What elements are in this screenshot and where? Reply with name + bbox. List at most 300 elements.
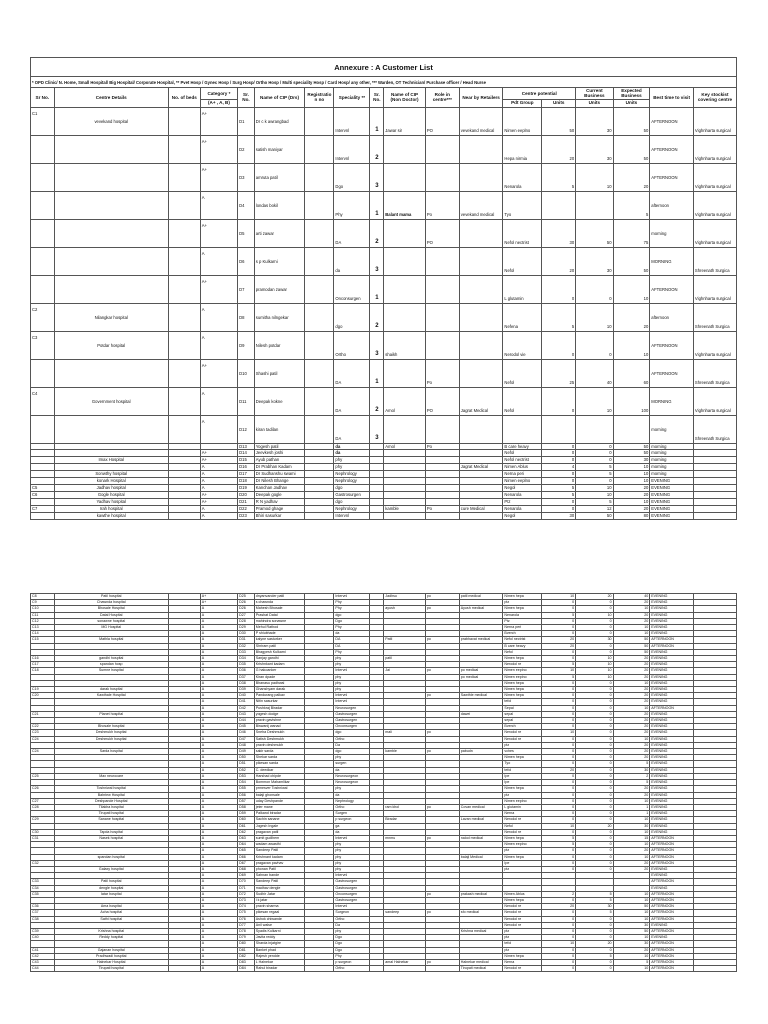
cell-centre: Bhosale Hospital (54, 606, 168, 612)
cell-sr (31, 191, 55, 219)
cell-expected-units: 50 (613, 135, 650, 163)
cell-current-units (576, 415, 613, 443)
cell-best-time: EVENING (650, 798, 694, 804)
cell-registration (305, 966, 334, 972)
cell-stockist (693, 443, 736, 450)
cell-sr (31, 450, 55, 457)
cell-expected-units: 30 (613, 767, 650, 773)
cell-product-group: Nenarola (503, 612, 542, 618)
cell-stockist: Vighnharta surgical (693, 331, 736, 359)
cell-doctor-no: D11 (238, 387, 255, 415)
cell-sr: C40 (31, 935, 55, 941)
cell-stockist (693, 464, 736, 471)
cell-units (542, 415, 576, 443)
table-row (31, 107, 737, 135)
cell-doctor-no: D64 (238, 842, 255, 848)
cell-non-doctor-no (370, 498, 384, 505)
cell-units: 5 (542, 485, 576, 492)
cell-role: Po (425, 359, 459, 387)
cell-best-time: EVENING (650, 780, 694, 786)
cell-best-time: AFTERNOON (650, 879, 694, 885)
cell-sr: C27 (31, 798, 55, 804)
cell-centre: darak hospital (54, 687, 168, 693)
cell-speciality: Dgo (334, 618, 370, 624)
cell-current-units: 0 (576, 730, 613, 736)
cell-best-time: AFTERNOON (650, 910, 694, 916)
cell-retailer: pabudn (459, 749, 503, 755)
cell-best-time: morning (650, 415, 694, 443)
cell-non-doctor-no (370, 471, 384, 478)
header-units: Units (542, 99, 576, 107)
cell-doctor-no: D7 (238, 275, 255, 303)
cell-role: PO (425, 107, 459, 135)
cell-centre: Bahriew Hospital (54, 792, 168, 798)
cell-expected-units: 10 (613, 275, 650, 303)
cell-speciality: Nephrology (334, 471, 370, 478)
cell-category: A+ (200, 163, 237, 191)
cell-beds (168, 491, 200, 498)
cell-category: A (200, 674, 237, 680)
cell-product-group: vches (503, 749, 542, 755)
cell-product-group: Nimen eeplno (503, 842, 542, 848)
cell-units: 0 (542, 922, 576, 928)
cell-centre: Irah hospital (54, 505, 168, 512)
cell-non-doctor-name: Amol (384, 443, 426, 450)
cell-non-doctor-no: 1 (370, 359, 384, 387)
cell-retailer (459, 163, 503, 191)
cell-centre: dengle hospital (54, 885, 168, 891)
cell-units: 0 (542, 966, 576, 972)
cell-doctor-name: Jogesh Ingale (254, 823, 305, 829)
cell-doctor-name: phonan Patil (254, 866, 305, 872)
cell-current-units: 0 (576, 693, 613, 699)
cell-doctor-no: D83 (238, 959, 255, 965)
cell-centre (54, 247, 168, 275)
cell-current-units: 0 (576, 935, 613, 941)
cell-doctor-no: D27 (238, 612, 255, 618)
cell-current-units: 40 (576, 359, 613, 387)
cell-doctor-name: balaji ghonsale (254, 792, 305, 798)
cell-non-doctor-name (384, 359, 426, 387)
cell-non-doctor-no (370, 512, 384, 519)
cell-doctor-name: Javita reddy (254, 935, 305, 941)
cell-doctor-name: kiran tadilan (254, 415, 305, 443)
cell-current-units: 50 (576, 512, 613, 519)
cell-doctor-no: D62 (238, 829, 255, 835)
cell-doctor-no: D14 (238, 450, 255, 457)
cell-product-group: Negol (503, 485, 542, 492)
cell-centre: kawthe hospital (54, 512, 168, 519)
cell-best-time: EVENING (650, 687, 694, 693)
cell-doctor-no: D61 (238, 823, 255, 829)
cell-sr: C16 (31, 656, 55, 662)
cell-centre: Sanane hospital (54, 817, 168, 823)
cell-centre: Galaxy hospital (54, 866, 168, 872)
cell-stockist: Shreenath Surgica (693, 303, 736, 331)
cell-retailer: vevekand medical (459, 191, 503, 219)
cell-best-time: EVENING (650, 817, 694, 823)
cell-doctor-name: pravin deshmukh (254, 742, 305, 748)
cell-centre: Gogle hospital (54, 491, 168, 498)
cell-category: A (200, 879, 237, 885)
cell-expected-units: 50 (613, 904, 650, 910)
cell-centre (54, 443, 168, 450)
cell-stockist (693, 505, 736, 512)
cell-expected-units: 20 (613, 749, 650, 755)
cell-registration (305, 457, 334, 464)
cell-current-units: 0 (576, 736, 613, 742)
cell-units: 20 (542, 135, 576, 163)
cell-units: 5 (542, 303, 576, 331)
cell-sr: C42 (31, 953, 55, 959)
cell-role: po (425, 693, 459, 699)
cell-doctor-no: D60 (238, 817, 255, 823)
cell-product-group: ptz (503, 742, 542, 748)
cell-doctor-no: D81 (238, 947, 255, 953)
cell-speciality: Dgo (334, 935, 370, 941)
cell-role (425, 478, 459, 485)
cell-current-units: 10 (576, 668, 613, 674)
cell-sr: C31 (31, 835, 55, 841)
cell-retailer: prabhavat medical (459, 637, 503, 643)
cell-non-doctor-name: kamble (384, 505, 426, 512)
cell-centre: gandhi hospital (54, 656, 168, 662)
cell-non-doctor-no: 1 (370, 107, 384, 135)
cell-category: A (200, 505, 237, 512)
cell-doctor-name: Bhagyesh Kulkarni (254, 649, 305, 655)
cell-beds (168, 485, 200, 492)
cell-speciality: Intervnl (334, 835, 370, 841)
cell-product-group: Nimen hepa (503, 680, 542, 686)
cell-non-doctor-no: 3 (370, 331, 384, 359)
cell-registration (305, 478, 334, 485)
cell-expected-units: 10 (613, 478, 650, 485)
cell-expected-units: 20 (613, 860, 650, 866)
cell-doctor-name: Sandeep Patil (254, 848, 305, 854)
cell-registration (305, 331, 334, 359)
cell-doctor-no: D30 (238, 631, 255, 637)
cell-product-group: L glutamin (503, 275, 542, 303)
cell-doctor-name: pravin gavtshne (254, 718, 305, 724)
cell-doctor-no: D52 (238, 767, 255, 773)
cell-non-doctor-name (384, 450, 426, 457)
cell-doctor-no: D10 (238, 359, 255, 387)
cell-role: po (425, 730, 459, 736)
cell-category: A (200, 773, 237, 779)
cell-non-doctor-name: Balant mama (384, 191, 426, 219)
cell-non-doctor-name: shaikh (384, 331, 426, 359)
cell-expected-units: 10 (613, 854, 650, 860)
cell-beds (168, 219, 200, 247)
cell-non-doctor-name: Biradar (384, 817, 426, 823)
cell-doctor-name: Shashi patil (254, 359, 305, 387)
cell-units: 0 (542, 928, 576, 934)
cell-doctor-no: D35 (238, 662, 255, 668)
cell-category: A (200, 966, 237, 972)
table-row (31, 471, 737, 478)
cell-best-time: EVENING (650, 724, 694, 730)
cell-product-group: B care heavy (503, 443, 542, 450)
cell-category: A (200, 860, 237, 866)
cell-role (425, 464, 459, 471)
cell-doctor-name: Palkand biradar (254, 811, 305, 817)
cell-best-time: EVENING (650, 749, 694, 755)
cell-sr: C3 (31, 331, 55, 359)
cell-category: A (200, 780, 237, 786)
cell-sr: C8 (31, 594, 55, 600)
cell-centre: Iatar hospital (54, 891, 168, 897)
cell-product-group: Negol (503, 512, 542, 519)
cell-doctor-no: D2 (238, 135, 255, 163)
cell-speciality: Intervnl (334, 107, 370, 135)
cell-sr: C22 (31, 724, 55, 730)
cell-non-doctor-name (384, 512, 426, 519)
cell-category: A (200, 387, 237, 415)
customer-table-page-2 (30, 593, 737, 972)
cell-product-group: Nimen eeplno (503, 798, 542, 804)
cell-speciality: dgo (334, 749, 370, 755)
table-row (31, 191, 737, 219)
cell-doctor-name: Bhiri sasurkar (254, 512, 305, 519)
table-row (31, 303, 737, 331)
cell-current-units: 0 (576, 275, 613, 303)
cell-beds (168, 415, 200, 443)
cell-role: Po (425, 191, 459, 219)
cell-centre: Chawnda hospital (54, 600, 168, 606)
cell-units: 2 (542, 891, 576, 897)
cell-non-doctor-name: patil (384, 656, 426, 662)
cell-current-units: 30 (576, 637, 613, 643)
cell-beds (168, 331, 200, 359)
cell-expected-units: 5 (613, 959, 650, 965)
cell-speciality: Da (334, 922, 370, 928)
cell-category: A+ (200, 107, 237, 135)
cell-doctor-no: D21 (238, 498, 255, 505)
cell-expected-units: 50 (613, 649, 650, 655)
cell-best-time: AFTERNOON (650, 854, 694, 860)
cell-non-doctor-name: Jadhsu (384, 594, 426, 600)
cell-best-time: AFTERNOON (650, 705, 694, 711)
cell-non-doctor-no: 2 (370, 219, 384, 247)
cell-units: 5 (542, 835, 576, 841)
cell-product-group: Nerna peri (503, 471, 542, 478)
cell-sr: C15 (31, 637, 55, 643)
cell-centre (54, 163, 168, 191)
cell-speciality: Intervnl (334, 904, 370, 910)
cell-product-group: Nimen hepa (503, 606, 542, 612)
cell-expected-units: 20 (613, 742, 650, 748)
cell-units: 0 (542, 331, 576, 359)
cell-sr (31, 219, 55, 247)
cell-speciality: Dgo (334, 163, 370, 191)
cell-units: 10 (542, 594, 576, 600)
cell-expected-units: 15 (613, 835, 650, 841)
cell-category: A (200, 331, 237, 359)
cell-centre (54, 135, 168, 163)
cell-units: 0 (542, 953, 576, 959)
cell-doctor-no: D70 (238, 879, 255, 885)
cell-product-group: ptz (503, 928, 542, 934)
cell-doctor-name: Krishnant kadam (254, 854, 305, 860)
cell-doctor-name: arti zawar (254, 219, 305, 247)
cell-units: 0 (542, 711, 576, 717)
cell-beds (168, 478, 200, 485)
cell-expected-units: 20 (613, 163, 650, 191)
cell-best-time: EVENING (650, 885, 694, 891)
cell-doctor-no: D36 (238, 668, 255, 674)
cell-doctor-no: D29 (238, 625, 255, 631)
cell-retailer: Covan medical (459, 804, 503, 810)
cell-doctor-name: Sachin sanane (254, 817, 305, 823)
cell-category: A+ (200, 457, 237, 464)
cell-doctor-name: Dr c k awrangbad (254, 107, 305, 135)
cell-product-group: Ptz (503, 618, 542, 624)
cell-expected-units: 20 (613, 505, 650, 512)
cell-centre: Tapda hospital (54, 829, 168, 835)
cell-product-group: Nenarola (503, 491, 542, 498)
cell-sr: C2 (31, 303, 55, 331)
cell-speciality: Nephrology (334, 798, 370, 804)
cell-beds (168, 512, 200, 519)
cell-role (425, 450, 459, 457)
cell-doctor-name: Nilesh potdar (254, 331, 305, 359)
cell-doctor-no: D41 (238, 699, 255, 705)
cell-product-group: Nimen Ablus (503, 891, 542, 897)
table-row (31, 966, 737, 972)
cell-non-doctor-no (370, 491, 384, 498)
cell-doctor-no: D77 (238, 922, 255, 928)
cell-stockist (693, 491, 736, 498)
cell-category: A (200, 668, 237, 674)
cell-doctor-no: D46 (238, 730, 255, 736)
cell-beds (168, 966, 200, 972)
cell-retailer (459, 415, 503, 443)
cell-expected-units (613, 415, 650, 443)
cell-current-units: 0 (576, 600, 613, 606)
cell-product-group: Nimen hepa (503, 693, 542, 699)
cell-doctor-no: D1 (238, 107, 255, 135)
cell-doctor-no: D18 (238, 478, 255, 485)
cell-units: 0 (542, 606, 576, 612)
cell-sr: C4 (31, 387, 55, 415)
cell-speciality: phy (334, 755, 370, 761)
cell-expected-units: 10 (613, 705, 650, 711)
cell-current-units: 5 (576, 891, 613, 897)
cell-non-doctor-no: 3 (370, 247, 384, 275)
cell-category: A (200, 625, 237, 631)
cell-doctor-name: Biswanij wanad (254, 724, 305, 730)
cell-category: A (200, 842, 237, 848)
customer-table (30, 57, 737, 520)
cell-best-time: EVENING (650, 625, 694, 631)
cell-sr: C25 (31, 773, 55, 779)
cell-category: A (200, 656, 237, 662)
cell-units: 0 (542, 742, 576, 748)
cell-sr: C24 (31, 749, 55, 755)
cell-category: A (200, 512, 237, 519)
cell-speciality: Ortho (334, 736, 370, 742)
cell-registration (305, 512, 334, 519)
cell-doctor-no: D47 (238, 736, 255, 742)
cell-product-group: Nimen hepa (503, 656, 542, 662)
cell-speciality: Phy (334, 600, 370, 606)
cell-doctor-name: jeter mane (254, 804, 305, 810)
cell-best-time: EVENING (650, 718, 694, 724)
cell-doctor-name: prmesver Toshniwal (254, 786, 305, 792)
cell-non-doctor-no (370, 443, 384, 450)
cell-best-time: EVENING (650, 680, 694, 686)
cell-expected-units: 20 (613, 947, 650, 953)
cell-speciality: surgen (334, 761, 370, 767)
cell-current-units: 0 (576, 786, 613, 792)
cell-category: A (200, 612, 237, 618)
cell-doctor-no: D20 (238, 491, 255, 498)
cell-current-units: 0 (576, 767, 613, 773)
cell-category: A (200, 767, 237, 773)
cell-best-time: EVENING (650, 699, 694, 705)
cell-doctor-name: L Halnekar (254, 959, 305, 965)
cell-best-time: EVENING (650, 498, 694, 505)
cell-registration (305, 505, 334, 512)
cell-sr: C10 (31, 606, 55, 612)
cell-product-group: Nefol (503, 823, 542, 829)
cell-doctor-name: s p Kulkarni (254, 247, 305, 275)
cell-doctor-name: Shriram patil (254, 643, 305, 649)
cell-best-time: EVENING (650, 935, 694, 941)
cell-speciality: Dgo (334, 941, 370, 947)
cell-doctor-name: londas bokil (254, 191, 305, 219)
cell-best-time: EVENING (650, 594, 694, 600)
cell-doctor-no: D22 (238, 505, 255, 512)
cell-expected-units: 50 (613, 637, 650, 643)
cell-speciality: phy (334, 674, 370, 680)
cell-product-group: Sepal (503, 705, 542, 711)
cell-units: 30 (542, 219, 576, 247)
cell-doctor-name: Pandurang palkav (254, 693, 305, 699)
cell-best-time: morning (650, 219, 694, 247)
cell-doctor-no: D9 (238, 331, 255, 359)
cell-units: 0 (542, 631, 576, 637)
cell-best-time: EVENING (650, 512, 694, 519)
cell-current-units: 0 (576, 916, 613, 922)
cell-stockist: Shreenath Surgica (693, 359, 736, 387)
cell-retailer: nalod medical (459, 835, 503, 841)
cell-current-units: 10 (576, 612, 613, 618)
cell-units: 5 (542, 842, 576, 848)
cell-current-units: 0 (576, 711, 613, 717)
cell-units: 0 (542, 693, 576, 699)
cell-retailer (459, 331, 503, 359)
cell-doctor-name: Sudhir Jatar (254, 891, 305, 897)
cell-product-group: Nimen Ablus (503, 464, 542, 471)
cell-beds (168, 247, 200, 275)
cell-sr: C23 (31, 730, 55, 736)
cell-expected-units: 10 (613, 842, 650, 848)
cell-category: A+ (200, 275, 237, 303)
cell-speciality: phy (334, 680, 370, 686)
cell-product-group: Nerodol re (503, 829, 542, 835)
cell-best-time: EVENING (650, 873, 694, 879)
cell-product-group: Tyo (503, 191, 542, 219)
cell-current-units: 0 (576, 842, 613, 848)
cell-sr: C24 (31, 736, 55, 742)
cell-best-time: AFTERNOON (650, 848, 694, 854)
cell-units: 20 (542, 643, 576, 649)
cell-centre (54, 450, 168, 457)
cell-retailer (459, 478, 503, 485)
cell-doctor-no: D80 (238, 941, 255, 947)
cell-doctor-no: D37 (238, 674, 255, 680)
